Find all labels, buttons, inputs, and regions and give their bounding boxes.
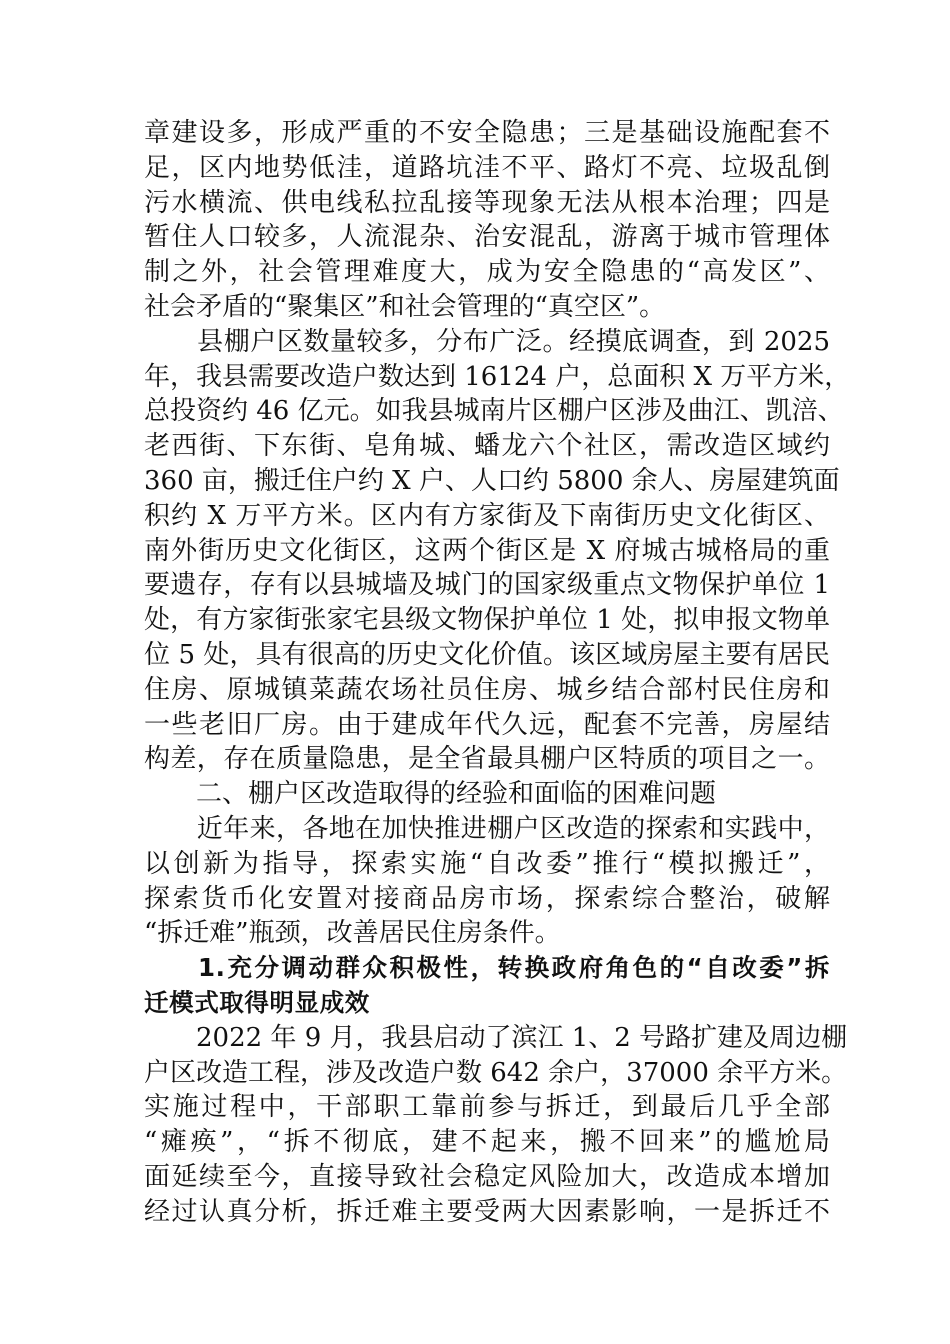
text-line: 暂住人口较多，人流混杂、治安混乱，游离于城市管理体 bbox=[144, 222, 830, 253]
subsection-heading: 迁模式取得明显成效 bbox=[144, 987, 370, 1017]
text-line: 制之外，社会管理难度大，成为安全隐患的“高发区”、 bbox=[144, 257, 830, 288]
text-line: “拆迁难”瓶颈，改善居民住房条件。 bbox=[144, 918, 561, 949]
subsection-heading: 1.充分调动群众积极性，转换政府角色的“自改委”拆 bbox=[144, 953, 830, 983]
paragraph-start-line: 2022 年 9 月，我县启动了滨江 1、2 号路扩建及周边棚 bbox=[144, 1022, 848, 1053]
text-line: “瘫痪”，“拆不彻底，建不起来，搬不回来”的尴尬局 bbox=[144, 1127, 830, 1158]
text-line: 总投资约 46 亿元。如我县城南片区棚户区涉及曲江、凯涪、 bbox=[144, 396, 844, 427]
text-line: 构差，存在质量隐患，是全省最具棚户区特质的项目之一。 bbox=[144, 744, 830, 775]
text-line: 住房、原城镇菜蔬农场社员住房、城乡结合部村民住房和 bbox=[144, 674, 830, 705]
text-line: 年，我县需要改造户数达到 16124 户，总面积 X 万平方米， bbox=[144, 361, 851, 392]
text-line: 污水横流、供电线私拉乱接等现象无法从根本治理；四是 bbox=[144, 187, 830, 218]
text-line: 老西街、下东街、皂角城、蟠龙六个社区，需改造区域约 bbox=[144, 431, 830, 462]
text-line: 面延续至今，直接导致社会稳定风险加大，改造成本增加 bbox=[144, 1161, 830, 1192]
text-line: 要遗存，存有以县城墙及城门的国家级重点文物保护单位 1 bbox=[144, 570, 830, 601]
document-body bbox=[144, 116, 851, 1230]
text-line: 足，区内地势低洼，道路坑洼不平、路灯不亮、垃圾乱倒 bbox=[144, 152, 830, 183]
text-line: 处，有方家街张家宅县级文物保护单位 1 处，拟申报文物单 bbox=[144, 605, 830, 636]
text-line: 360 亩，搬迁住户约 X 户、人口约 5800 余人、房屋建筑面 bbox=[144, 465, 840, 496]
paragraph-start-line: 县棚户区数量较多，分布广泛。经摸底调查，到 2025 bbox=[144, 326, 830, 357]
text-line: 积约 X 万平方米。区内有方家街及下南街历史文化街区、 bbox=[144, 500, 830, 531]
text-line: 以创新为指导，探索实施“自改委”推行“模拟搬迁”， bbox=[144, 848, 830, 879]
text-line: 经过认真分析，拆迁难主要受两大因素影响，一是拆迁不 bbox=[144, 1196, 830, 1227]
text-line: 一些老旧厂房。由于建成年代久远，配套不完善，房屋结 bbox=[144, 709, 830, 740]
text-line: 实施过程中，干部职工靠前参与拆迁，到最后几乎全部 bbox=[144, 1092, 830, 1123]
text-line: 户区改造工程，涉及改造户数 642 余户，37000 余平方米。 bbox=[144, 1057, 848, 1088]
text-line: 社会矛盾的“聚集区”和社会管理的“真空区”。 bbox=[144, 291, 666, 322]
text-line: 章建设多，形成严重的不安全隐患；三是基础设施配套不 bbox=[144, 118, 830, 148]
text-line: 南外街历史文化街区，这两个街区是 X 府城古城格局的重 bbox=[144, 535, 830, 566]
text-line: 探索货币化安置对接商品房市场，探索综合整治，破解 bbox=[144, 883, 830, 914]
section-heading: 二、棚户区改造取得的经验和面临的困难问题 bbox=[144, 779, 717, 810]
text-line: 位 5 处，具有很高的历史文化价值。该区域房屋主要有居民 bbox=[144, 639, 830, 670]
paragraph-start-line: 近年来，各地在加快推进棚户区改造的探索和实践中， bbox=[144, 813, 830, 844]
